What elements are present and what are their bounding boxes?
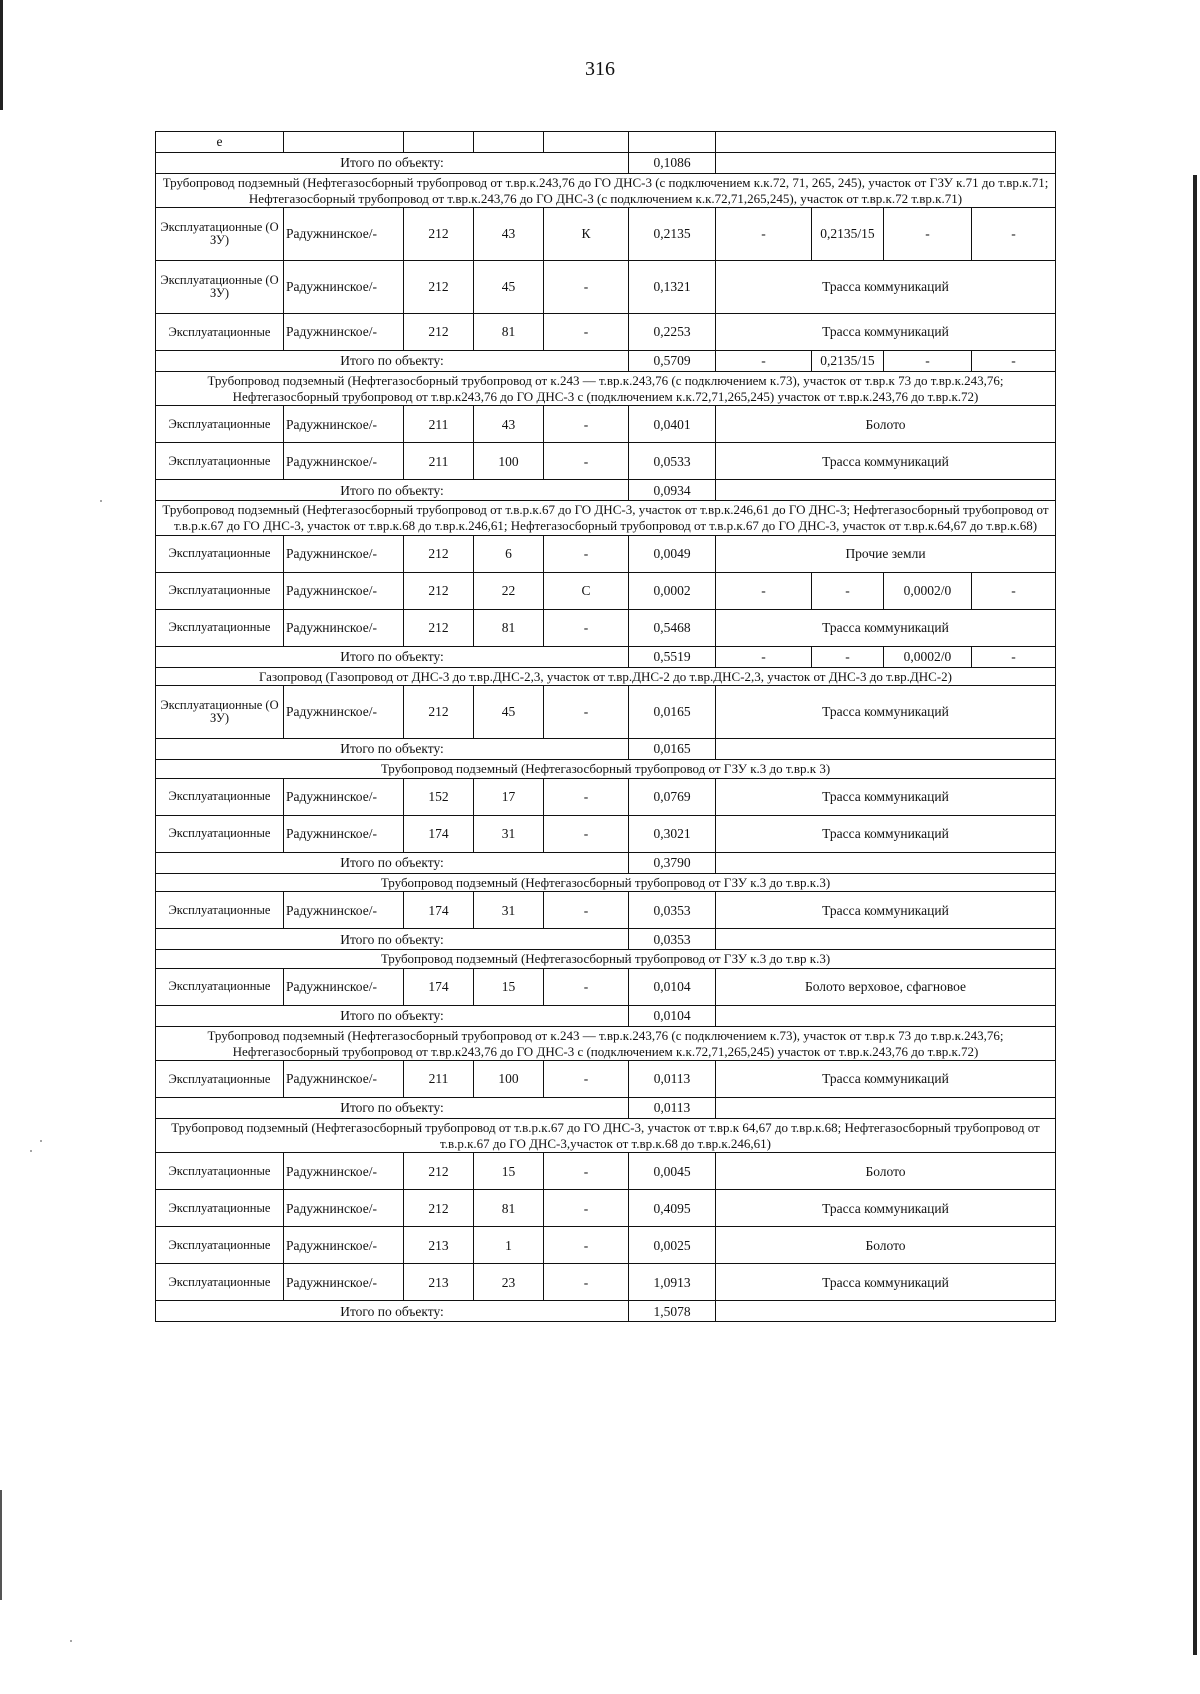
- total-area: 0,0165: [629, 739, 716, 760]
- forestry-cell: Радужнинское/-: [284, 208, 404, 261]
- stock-cell-4: -: [972, 572, 1056, 609]
- table-row: [156, 968, 1056, 1005]
- land-type-cell: Трасса коммуникаций: [716, 892, 1056, 929]
- quarter-cell: 212: [404, 261, 474, 314]
- code-cell: С: [544, 572, 629, 609]
- code-cell: -: [544, 406, 629, 443]
- area-cell: 0,2135: [629, 208, 716, 261]
- table-row: [156, 208, 1056, 261]
- empty-cell: [716, 1098, 1056, 1119]
- quarter-cell: 212: [404, 1153, 474, 1190]
- forestry-cell: Радужнинское/-: [284, 1227, 404, 1264]
- category-cell: Эксплуатационны​е (ОЗУ): [156, 208, 284, 261]
- category-cell: Эксплуатационны​е: [156, 314, 284, 351]
- table-row: [156, 314, 1056, 351]
- table-row: [156, 1264, 1056, 1301]
- object-title: Трубопровод подземный (Нефтегазосборный трубопровод от т.в.р.к.67 до ГО ДНС-3, участок от т.вр.к 64,67 до т.вр.к.68; Нефтегазосборный трубопровод от т.в.р.к.67 до ГО ДНС-3,участок от т.вр.к.68 до т.вр.к.246,61): [156, 1119, 1056, 1153]
- land-type-cell: Трасса коммуникаций: [716, 1190, 1056, 1227]
- total-row: [156, 852, 1056, 873]
- table-row: [156, 406, 1056, 443]
- total-label: Итого по объекту:: [156, 1005, 629, 1026]
- total-area: 1,5078: [629, 1301, 716, 1322]
- object-title: Трубопровод подземный (Нефтегазосборный трубопровод от к.243 — т.вр.к.243,76 (с подключением к.73), участок от т.вр.к 73 до т.вр.к.243,76; Нефтегазосборный трубопровод от т.вр.к243,76 до ГО ДНС-3 с (подключением к.к.72,71,265,245) участок от т.вр.к.243,76 до т.вр.к.72): [156, 1026, 1056, 1060]
- total-label: Итого по объекту:: [156, 739, 629, 760]
- allotment-cell: 31: [474, 815, 544, 852]
- empty-cell: [404, 132, 474, 153]
- scan-speck: [100, 500, 102, 502]
- total-label: Итого по объекту:: [156, 351, 629, 372]
- total-area: 0,0934: [629, 480, 716, 501]
- allotment-cell: 43: [474, 208, 544, 261]
- land-type-cell: Трасса коммуникаций: [716, 778, 1056, 815]
- allotment-cell: 100: [474, 1061, 544, 1098]
- allotment-cell: 81: [474, 314, 544, 351]
- total-row: [156, 739, 1056, 760]
- category-cell: Эксплуатационны​е (ОЗУ): [156, 686, 284, 739]
- object-title: Трубопровод подземный (Нефтегазосборный трубопровод от ГЗУ к.3 до т.вр.к.3): [156, 873, 1056, 892]
- stock-cell-1: -: [716, 208, 812, 261]
- stock-cell-4: -: [972, 208, 1056, 261]
- forestry-cell: Радужнинское/-: [284, 1190, 404, 1227]
- table-row: [156, 261, 1056, 314]
- total-label: Итого по объекту:: [156, 929, 629, 950]
- forestry-cell: Радужнинское/-: [284, 406, 404, 443]
- area-cell: 0,0165: [629, 686, 716, 739]
- area-cell: 0,2253: [629, 314, 716, 351]
- table-row: [156, 609, 1056, 646]
- empty-cell: [716, 929, 1056, 950]
- category-cell: Эксплуатационны​е: [156, 968, 284, 1005]
- table-row: [156, 1061, 1056, 1098]
- empty-cell: [716, 480, 1056, 501]
- empty-cell: [716, 132, 1056, 153]
- section-header-row: [156, 1119, 1056, 1153]
- total-stock-2: 0,2135/15: [812, 351, 884, 372]
- area-cell: 0,0045: [629, 1153, 716, 1190]
- category-cell: Эксплуатационны​е: [156, 443, 284, 480]
- land-type-cell: Трасса коммуникаций: [716, 443, 1056, 480]
- category-cell: Эксплуатационны​е: [156, 815, 284, 852]
- area-cell: 0,0025: [629, 1227, 716, 1264]
- empty-cell: [474, 132, 544, 153]
- stock-cell-1: -: [716, 572, 812, 609]
- empty-cell: [544, 132, 629, 153]
- forestry-cell: Радужнинское/-: [284, 1153, 404, 1190]
- code-cell: -: [544, 1190, 629, 1227]
- total-area: 0,0353: [629, 929, 716, 950]
- category-cell: Эксплуатационны​е: [156, 778, 284, 815]
- empty-cell: [716, 1301, 1056, 1322]
- code-cell: -: [544, 609, 629, 646]
- section-header-row: [156, 873, 1056, 892]
- forestry-cell: Радужнинское/-: [284, 609, 404, 646]
- forestry-cell: Радужнинское/-: [284, 968, 404, 1005]
- land-type-cell: Прочие земли: [716, 535, 1056, 572]
- total-area: 0,0104: [629, 1005, 716, 1026]
- stock-cell-2: 0,2135/15: [812, 208, 884, 261]
- forestry-cell: Радужнинское/-: [284, 535, 404, 572]
- empty-cell: [716, 153, 1056, 174]
- table-row: [156, 535, 1056, 572]
- forestry-cell: Радужнинское/-: [284, 572, 404, 609]
- category-cell: Эксплуатационны​е: [156, 609, 284, 646]
- allotment-cell: 45: [474, 261, 544, 314]
- table-row: [156, 686, 1056, 739]
- total-area: 0,0113: [629, 1098, 716, 1119]
- land-type-cell: Болото верховое, сфагновое: [716, 968, 1056, 1005]
- object-title: Трубопровод подземный (Нефтегазосборный трубопровод от т.вр.к.243,76 до ГО ДНС-3 (с подключением к.к.72, 71, 265, 245), участок от ГЗУ к.71 до т.вр.к.71; Нефтегазосборный трубопровод от т.вр.к.243,76 до ГО ДНС-3 (с подключением к.к.72,71,265,245), участок от т.вр.к.72 т.вр.к.71): [156, 174, 1056, 208]
- total-area: 0,3790: [629, 852, 716, 873]
- stock-cell-2: -: [812, 572, 884, 609]
- area-cell: 0,4095: [629, 1190, 716, 1227]
- table-row: [156, 892, 1056, 929]
- category-cell: Эксплуатационны​е: [156, 1190, 284, 1227]
- area-cell: 1,0913: [629, 1264, 716, 1301]
- allotment-cell: 45: [474, 686, 544, 739]
- area-cell: 0,5468: [629, 609, 716, 646]
- object-title: Газопровод (Газопровод от ДНС-3 до т.вр.ДНС-2,3, участок от т.вр.ДНС-2 до т.вр.ДНС-2,3, участок от ДНС-3 до т.вр.ДНС-2): [156, 667, 1056, 686]
- allotment-cell: 81: [474, 609, 544, 646]
- allotment-cell: 22: [474, 572, 544, 609]
- area-cell: 0,0401: [629, 406, 716, 443]
- area-cell: 0,0104: [629, 968, 716, 1005]
- scan-speck: [70, 1640, 72, 1642]
- forestry-cell: Радужнинское/-: [284, 892, 404, 929]
- quarter-cell: 212: [404, 572, 474, 609]
- code-cell: -: [544, 892, 629, 929]
- category-cell: Эксплуатационны​е: [156, 535, 284, 572]
- category-cell: е: [156, 132, 284, 153]
- total-row: [156, 351, 1056, 372]
- table-row: [156, 1227, 1056, 1264]
- quarter-cell: 212: [404, 609, 474, 646]
- scan-left-edge-top: [0, 0, 3, 110]
- total-label: Итого по объекту:: [156, 480, 629, 501]
- quarter-cell: 152: [404, 778, 474, 815]
- total-row: [156, 1098, 1056, 1119]
- total-area: 0,5519: [629, 646, 716, 667]
- area-cell: 0,0113: [629, 1061, 716, 1098]
- code-cell: -: [544, 1227, 629, 1264]
- code-cell: -: [544, 1061, 629, 1098]
- forestry-cell: Радужнинское/-: [284, 686, 404, 739]
- quarter-cell: 211: [404, 406, 474, 443]
- forestry-cell: Радужнинское/-: [284, 314, 404, 351]
- forest-land-registry-table: [155, 131, 1056, 1322]
- code-cell: К: [544, 208, 629, 261]
- code-cell: -: [544, 443, 629, 480]
- total-stock-1: -: [716, 646, 812, 667]
- total-label: Итого по объекту:: [156, 852, 629, 873]
- empty-cell: [716, 852, 1056, 873]
- total-row: [156, 646, 1056, 667]
- total-area: 0,1086: [629, 153, 716, 174]
- allotment-cell: 15: [474, 1153, 544, 1190]
- table-row: [156, 815, 1056, 852]
- category-cell: Эксплуатационны​е: [156, 1061, 284, 1098]
- object-title: Трубопровод подземный (Нефтегазосборный трубопровод от т.в.р.к.67 до ГО ДНС-3, участок от т.вр.к.246,61 до ГО ДНС-3; Нефтегазосборный трубопровод от т.в.р.к.67 до ГО ДНС-3, участок от т.вр.к.68 до т.вр.к.246,61; Нефтегазосборный трубопровод от т.в.р.к.67 до ГО ДНС-3, участок от т.вр.к.64,67 до т.вр.к.68): [156, 501, 1056, 535]
- section-header-row: [156, 372, 1056, 406]
- allotment-cell: 6: [474, 535, 544, 572]
- land-type-cell: Трасса коммуникаций: [716, 1061, 1056, 1098]
- object-title: Трубопровод подземный (Нефтегазосборный трубопровод от ГЗУ к.3 до т.вр к.3): [156, 950, 1056, 969]
- category-cell: Эксплуатационны​е: [156, 1264, 284, 1301]
- allotment-cell: 31: [474, 892, 544, 929]
- forestry-cell: Радужнинское/-: [284, 815, 404, 852]
- forestry-cell: Радужнинское/-: [284, 1061, 404, 1098]
- table-row: [156, 1190, 1056, 1227]
- code-cell: -: [544, 815, 629, 852]
- area-cell: 0,0353: [629, 892, 716, 929]
- total-stock-2: -: [812, 646, 884, 667]
- stock-cell-3: 0,0002/0: [884, 572, 972, 609]
- total-label: Итого по объекту:: [156, 1098, 629, 1119]
- total-stock-3: 0,0002/0: [884, 646, 972, 667]
- allotment-cell: 1: [474, 1227, 544, 1264]
- category-cell: Эксплуатационны​е: [156, 1153, 284, 1190]
- allotment-cell: 23: [474, 1264, 544, 1301]
- allotment-cell: 43: [474, 406, 544, 443]
- quarter-cell: 213: [404, 1227, 474, 1264]
- scan-left-edge-bottom: [0, 1490, 2, 1600]
- scan-speck: [40, 1140, 42, 1142]
- total-stock-4: -: [972, 351, 1056, 372]
- table-row: [156, 132, 1056, 153]
- land-type-cell: Трасса коммуникаций: [716, 686, 1056, 739]
- code-cell: -: [544, 1264, 629, 1301]
- total-stock-4: -: [972, 646, 1056, 667]
- category-cell: Эксплуатационны​е: [156, 406, 284, 443]
- empty-cell: [284, 132, 404, 153]
- allotment-cell: 100: [474, 443, 544, 480]
- object-title: Трубопровод подземный (Нефтегазосборный трубопровод от к.243 — т.вр.к.243,76 (с подключением к.73), участок от т.вр.к 73 до т.вр.к.243,76; Нефтегазосборный трубопровод от т.вр.к243,76 до ГО ДНС-3 с (подключением к.к.72,71,265,245) участок от т.вр.к.243,76 до т.вр.к.72): [156, 372, 1056, 406]
- page-number: 316: [585, 58, 615, 80]
- land-type-cell: Болото: [716, 1153, 1056, 1190]
- category-cell: Эксплуатационны​е (ОЗУ): [156, 261, 284, 314]
- scan-speck: [30, 1150, 32, 1152]
- code-cell: -: [544, 686, 629, 739]
- forestry-cell: Радужнинское/-: [284, 778, 404, 815]
- land-type-cell: Трасса коммуникаций: [716, 314, 1056, 351]
- total-stock-3: -: [884, 351, 972, 372]
- code-cell: -: [544, 535, 629, 572]
- total-stock-1: -: [716, 351, 812, 372]
- allotment-cell: 15: [474, 968, 544, 1005]
- allotment-cell: 81: [474, 1190, 544, 1227]
- table-row: [156, 778, 1056, 815]
- table-row: [156, 443, 1056, 480]
- forestry-cell: Радужнинское/-: [284, 1264, 404, 1301]
- category-cell: Эксплуатационны​е: [156, 1227, 284, 1264]
- total-label: Итого по объекту:: [156, 646, 629, 667]
- total-row: [156, 1301, 1056, 1322]
- category-cell: Эксплуатационны​е: [156, 892, 284, 929]
- total-label: Итого по объекту:: [156, 153, 629, 174]
- quarter-cell: 212: [404, 208, 474, 261]
- stock-cell-3: -: [884, 208, 972, 261]
- section-header-row: [156, 174, 1056, 208]
- quarter-cell: 212: [404, 686, 474, 739]
- forestry-cell: Радужнинское/-: [284, 443, 404, 480]
- quarter-cell: 211: [404, 443, 474, 480]
- total-row: [156, 929, 1056, 950]
- table-row: [156, 572, 1056, 609]
- total-row: [156, 153, 1056, 174]
- land-type-cell: Болото: [716, 1227, 1056, 1264]
- table-row: [156, 1153, 1056, 1190]
- total-row: [156, 1005, 1056, 1026]
- area-cell: 0,0533: [629, 443, 716, 480]
- category-cell: Эксплуатационны​е: [156, 572, 284, 609]
- code-cell: -: [544, 968, 629, 1005]
- section-header-row: [156, 1026, 1056, 1060]
- land-type-cell: Трасса коммуникаций: [716, 1264, 1056, 1301]
- allotment-cell: 17: [474, 778, 544, 815]
- land-type-cell: Трасса коммуникаций: [716, 815, 1056, 852]
- code-cell: -: [544, 314, 629, 351]
- area-cell: 0,0049: [629, 535, 716, 572]
- section-header-row: [156, 667, 1056, 686]
- total-label: Итого по объекту:: [156, 1301, 629, 1322]
- section-header-row: [156, 760, 1056, 779]
- scan-right-edge: [1193, 175, 1197, 1655]
- quarter-cell: 212: [404, 314, 474, 351]
- section-header-row: [156, 501, 1056, 535]
- code-cell: -: [544, 778, 629, 815]
- empty-cell: [716, 1005, 1056, 1026]
- total-row: [156, 480, 1056, 501]
- forestry-cell: Радужнинское/-: [284, 261, 404, 314]
- object-title: Трубопровод подземный (Нефтегазосборный трубопровод от ГЗУ к.3 до т.вр.к 3): [156, 760, 1056, 779]
- total-area: 0,5709: [629, 351, 716, 372]
- area-cell: 0,3021: [629, 815, 716, 852]
- quarter-cell: 174: [404, 968, 474, 1005]
- quarter-cell: 212: [404, 535, 474, 572]
- empty-cell: [629, 132, 716, 153]
- code-cell: -: [544, 1153, 629, 1190]
- land-type-cell: Трасса коммуникаций: [716, 609, 1056, 646]
- area-cell: 0,0769: [629, 778, 716, 815]
- empty-cell: [716, 739, 1056, 760]
- land-type-cell: Болото: [716, 406, 1056, 443]
- quarter-cell: 211: [404, 1061, 474, 1098]
- area-cell: 0,1321: [629, 261, 716, 314]
- quarter-cell: 174: [404, 815, 474, 852]
- quarter-cell: 213: [404, 1264, 474, 1301]
- section-header-row: [156, 950, 1056, 969]
- code-cell: -: [544, 261, 629, 314]
- land-type-cell: Трасса коммуникаций: [716, 261, 1056, 314]
- quarter-cell: 212: [404, 1190, 474, 1227]
- area-cell: 0,0002: [629, 572, 716, 609]
- quarter-cell: 174: [404, 892, 474, 929]
